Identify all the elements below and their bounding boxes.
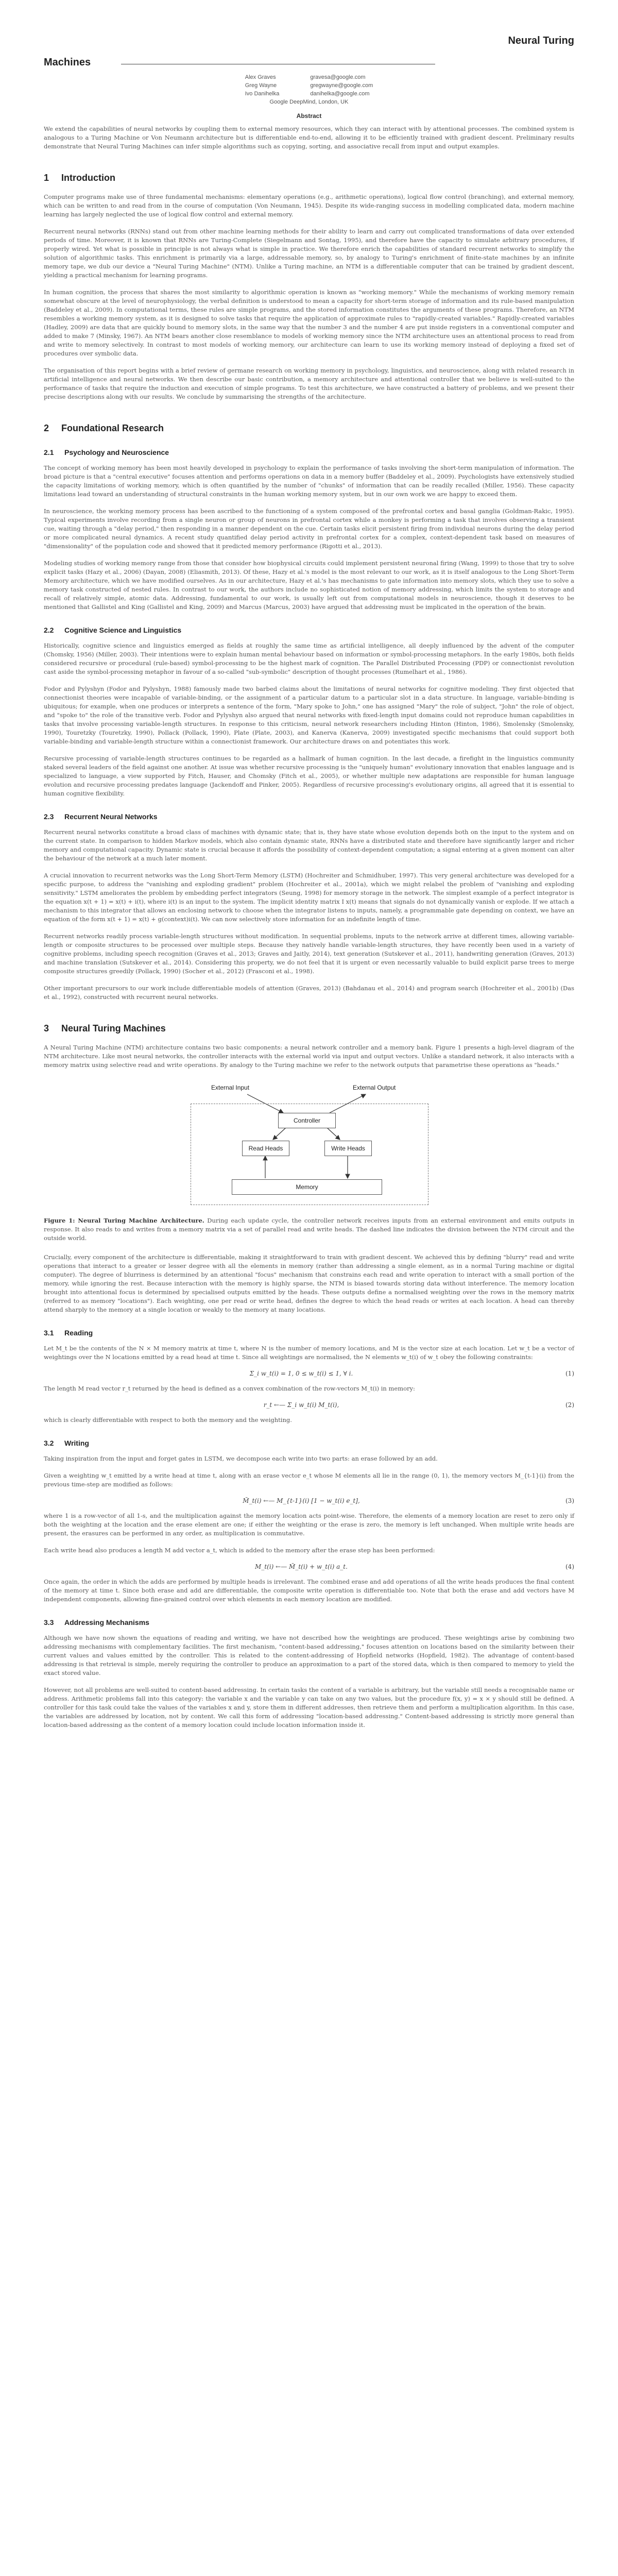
subsection-title: Cognitive Science and Linguistics [64,626,182,634]
paragraph: Taking inspiration from the input and forget gates in LSTM, we decompose each write into two parts: an erase followed by an add. [44,1455,438,1462]
subsection-heading [44,626,574,634]
subsection-number: 3.3 [44,1618,54,1626]
author-email: danihelka@google.com [310,91,370,97]
subsection-heading [44,1618,574,1626]
equation-number: (2) [565,1401,574,1409]
equation-number: (3) [565,1497,574,1504]
subsection-title: Recurrent Neural Networks [64,812,158,821]
paragraph: The length M read vector r_t returned by the head is defined as a convex combination of the row-vectors M_t(i) in memory: [44,1385,415,1392]
subsection-heading [44,812,574,821]
equation-body: M̃_t(i) ←— M_{t-1}(i) [1 − w_t(i) e_t], [243,1497,360,1504]
abstract-heading: Abstract [296,112,322,120]
paragraph: Crucially, every component of the architecture is differentiable, making it straightforward to train with gradient descent. We achieved this by defining "blurry" read and write operations that interact to a greater or lesser degree with all the elements in memory (rather than addressing a single element, as in a normal Turing machine or digital computer). The degree of blurriness is determined by an attentional "focus" mechanism that constrains each read and write operation to interact with a small portion of the memory, while ignoring the rest. Because interaction with the memory is highly sparse, the NTM is biased towards storing data without interference. The memory location brought into attentional focus is determined by specialised outputs emitted by the heads. These outputs define a normalised weighting over the rows in the memory matrix (referred to as memory "locations"). Each weighting, one per read or write head, defines the degree to which the head reads or writes at each location. A head can thereby attend sharply to the memory at a single location or weakly to the memory at many locations. [44,1253,574,1313]
paragraph: Recursive processing of variable-length structures continues to be regarded as a hallmark of human cognition. In the last decade, a firefight in the linguistics community staked several leaders of the field against one another. At issue was whether recursive processing is the "uniquely human" evolutionary innovation that enables language and is specialized to language, a view supported by Fitch, Hauser, and Chomsky (Fitch et al., 2005), or whether multiple new adaptations are responsible for human language evolution and recursive processing predates language (Jackendoff and Pinker, 2005). Regardless of recursive processing's evolutionary origins, all agreed that it is essential to human cognitive flexibility. [44,755,574,797]
subsection-heading [44,1329,574,1337]
author-name: Ivo Danihelka [245,91,280,97]
author-name: Greg Wayne [245,82,277,89]
paragraph: where 1 is a row-vector of all 1-s, and the multiplication against the memory location acts point-wise. Therefore, the elements of a memory location are reset to zero only if both the weighting at the location and the erase element are one; if either the weighting or the erase is zero, the memory is left unchanged. When multiple write heads are present, the erasures can be performed in any order, as multiplication is commutative. [44,1512,574,1537]
section-heading [44,173,574,183]
subsection-number: 3.1 [44,1329,54,1337]
affiliation: Google DeepMind, London, UK [269,99,349,105]
equation [44,1370,574,1377]
paragraph: In human cognition, the process that shares the most similarity to algorithmic operation is known as "working memory." While the mechanisms of working memory remain somewhat obscure at the level of neurophysiology, the verbal definition is understood to mean a capacity for short-term storage of information and its rule-based manipulation (Baddeley et al., 2009). In computational terms, these rules are simple programs, and the stored information constitutes the arguments of these programs. Therefore, an NTM resembles a working memory system, as it is designed to solve tasks that require the application of approximate rules to "rapidly-created variables." Rapidly-created variables (Hadley, 2009) are data that are quickly bound to memory slots, in the same way that the number 3 and the number 4 are put inside registers in a conventional computer and added to make 7 (Minsky, 1967). An NTM bears another close resemblance to models of working memory since the NTM architecture uses an attentional process to read from and write to memory selectively. In contrast to most models of working memory, our architecture can learn to use its working memory instead of deploying a fixed set of procedures over symbolic data. [44,289,574,357]
subsection-title: Writing [64,1439,89,1447]
author-email: gregwayne@google.com [310,82,373,89]
subsection-number: 2.3 [44,812,54,821]
equation [44,1401,574,1409]
author-name: Alex Graves [245,74,276,80]
equation-body: r_t ←— Σ_i w_t(i) M_t(i), [263,1401,339,1409]
subsection-title: Addressing Mechanisms [64,1618,149,1626]
paragraph: Recurrent neural networks constitute a broad class of machines with dynamic state; that is, they have state whose evolution depends both on the input to the system and on the current state. In comparison to hidden Markov models, which also contain dynamic state, RNNs have a distributed state and therefore have significantly larger and richer memory and computational capacity. Dynamic state is crucial because it affords the possibility of context-dependent computation; a signal entering at a given moment can alter the behaviour of the network at a much later moment. [44,828,574,862]
paragraph: Each write head also produces a length M add vector a_t, which is added to the memory after the erase step has been performed: [44,1547,435,1554]
section-title: Foundational Research [61,423,164,433]
paragraph: Recurrent neural networks (RNNs) stand out from other machine learning methods for their ability to learn and carry out complicated transformations of data over extended periods of time. Moreover, it is known that RNNs are Turing-Complete (Siegelmann and Sontag, 1995), and therefore have the capacity to simulate arbitrary procedures, if properly wired. Yet what is possible in principle is not always what is simple in practice. We therefore enrich the capabilities of standard recurrent networks to simplify the solution of algorithmic tasks. This enrichment is primarily via a large, addressable memory, so, by analogy to Turing's enrichment of finite-state machines by an infinite memory tape, we dub our device a "Neural Turing Machine" (NTM). Unlike a Turing machine, an NTM is a differentiable computer that can be trained by gradient descent, yielding a practical mechanism for learning programs. [44,228,574,279]
author-names [245,73,280,98]
subsection-title: Reading [64,1329,93,1337]
paragraph: A crucial innovation to recurrent networks was the Long Short-Term Memory (LSTM) (Hochreiter and Schmidhuber, 1997). This very general architecture was developed for a specific purpose, to address the "vanishing and exploding gradient" problem (Hochreiter et al., 2001a), which we might relabel the problem of "vanishing and exploding sensitivity." LSTM ameliorates the problem by embedding perfect integrators (Seung, 1998) for memory storage in the network. The simplest example of a perfect integrator is the equation x(t + 1) = x(t) + i(t), where i(t) is an input to the system. The implicit identity matrix I x(t) means that signals do not dynamically vanish or explode. If we attach a mechanism to this integrator that allows an enclosing network to choose when the integrator listens to inputs, namely, a programmable gate depending on context, we have an equation of the form x(t + 1) = x(t) + g(context)i(t). We can now selectively store information for an indefinite length of time. [44,872,574,923]
paper-title-line2: Machines [44,57,91,68]
paragraph: Let M_t be the contents of the N × M memory matrix at time t, where N is the number of memory locations, and M is the vector size at each location. Let w_t be a vector of weightings over the N locations emitted by a read head at time t. Since all weightings are normalised, the N elements w_t(i) of w_t obey the following constraints: [44,1345,574,1361]
equation-body: Σ_i w_t(i) = 1, 0 ≤ w_t(i) ≤ 1, ∀ i. [249,1370,353,1377]
controller-box: Controller [278,1113,336,1128]
equation [44,1497,574,1504]
paragraph: Historically, cognitive science and linguistics emerged as fields at roughly the same time as artificial intelligence, all deeply influenced by the advent of the computer (Chomsky, 1956) (Miller, 2003). Their intentions were to explain human mental behaviour based on information or symbol-processing metaphors. In the early 1980s, both fields considered recursive or procedural (rule-based) symbol-processing to be the highest mark of cognition. The Parallel Distributed Processing (PDP) or connectionist revolution cast aside the symbol-processing metaphor in favour of a so-called "sub-symbolic" description of thought processes (Rumelhart et al., 1986). [44,642,574,675]
paragraph: Computer programs make use of three fundamental mechanisms: elementary operations (e.g., arithmetic operations), logical flow control (branching), and external memory, which can be written to and read from in the course of computation (Von Neumann, 1945). Despite its wide-ranging success in modelling complicated data, modern machine learning has largely neglected the use of logical flow control and external memory. [44,193,574,218]
read-heads-box: Read Heads [242,1141,289,1156]
section-title: Neural Turing Machines [61,1023,166,1033]
author-emails [310,73,373,98]
equation-number: (4) [565,1563,574,1570]
subsection-title: Psychology and Neuroscience [64,448,169,456]
paragraph: Once again, the order in which the adds are performed by multiple heads is irrelevant. The combined erase and add operations of all the write heads produces the final content of the memory at time t. Since both erase and add are differentiable, the composite write operation is differentiable too. Note that both the erase and add vectors have M independent components, allowing fine-grained control over which elements in each memory location are modified. [44,1578,574,1603]
paragraph: The organisation of this report begins with a brief review of germane research on working memory in psychology, linguistics, and neuroscience, along with related research in artificial intelligence and neural networks. We then describe our basic contribution, a memory architecture and attentional controller that we believe is well-suited to the performance of tasks that require the induction and execution of simple programs. To test this architecture, we have constructed a battery of problems, and we present their precise descriptions along with our results. We conclude by summarising the strengths of the architecture. [44,367,574,400]
section-number: 3 [44,1023,49,1033]
paragraph: However, not all problems are well-suited to content-based addressing. In certain tasks the content of a variable is arbitrary, but the variable still needs a recognisable name or address. Arithmetic problems fall into this category: the variable x and the variable y can take on any two values, but the procedure f(x, y) = x × y should still be defined. A controller for this task could take the values of the variables x and y, store them in different addresses, then retrieve them and perform a multiplication algorithm. In this case, the variables are addressed by location, not by content. We call this form of addressing "location-based addressing." Content-based addressing is strictly more general than location-based addressing as the content of a memory location could include location information inside it. [44,1686,574,1728]
caption-text: During each update cycle, the controller network receives inputs from an external environment and emits outputs in response. It also reads to and writes from a memory matrix via a set of parallel read and write heads. The dashed line indicates the division between the NTM circuit and the outside world. [44,1217,574,1242]
paragraph: Fodor and Pylyshyn (Fodor and Pylyshyn, 1988) famously made two barbed claims about the limitations of neural networks for cognitive modeling. They first objected that connectionist theories were incapable of variable-binding, or the assignment of a particular datum to a particular slot in a data structure. In language, variable-binding is ubiquitous; for example, when one produces or interprets a sentence of the form, "Mary spoke to John," one has assigned "Mary" the role of subject, "John" the role of object, and "spoke to" the role of the transitive verb. Fodor and Pylyshyn also argued that neural networks with fixed-length input domains could not reproduce human capabilities in tasks that involve processing variable-length structures. In response to this criticism, neural network researchers including Hinton (Hinton, 1986), Smolensky (Smolensky, 1990), Touretzky (Touretzky, 1990), Pollack (Pollack, 1990), Plate (Plate, 2003), and Kanerva (Kanerva, 2009) investigated specific mechanisms that could support both variable-binding and variable-length structure within a connectionist framework. Our architecture draws on and potentiates this work. [44,685,574,745]
subsection-number: 2.1 [44,448,54,456]
subsection-heading [44,1439,574,1447]
paragraph: A Neural Turing Machine (NTM) architecture contains two basic components: a neural network controller and a memory bank. Figure 1 presents a high-level diagram of the NTM architecture. Like most neural networks, the controller interacts with the external world via input and output vectors. Unlike a standard network, it also interacts with a memory matrix using selective read and write operations. By analogy to the Turing machine we refer to the network outputs that parametrise these operations as "heads." [44,1044,574,1069]
section-heading [44,1023,574,1034]
abstract-text: We extend the capabilities of neural networks by coupling them to external memory resources, which they can interact with by attentional processes. The combined system is analogous to a Turing Machine or Von Neumann architecture but is differentiable end-to-end, allowing it to be efficiently trained with gradient descent. Preliminary results demonstrate that Neural Turing Machines can infer simple algorithms such as copying, sorting, and associative recall from input and output examples. [44,125,574,150]
paper-page [44,21,574,1738]
subsection-heading [44,448,574,456]
paragraph: The concept of working memory has been most heavily developed in psychology to explain the performance of tasks involving the short-term manipulation of information. The broad picture is that a "central executive" focuses attention and performs operations on data in a memory buffer (Baddeley et al., 2009). Psychologists have extensively studied the capacity limitations of working memory, which is often quantified by the number of "chunks" of information that can be readily recalled (Miller, 1956). These capacity limitations lead toward an understanding of structural constraints in the human working memory system, but in our own work we are happy to exceed them. [44,464,574,498]
subsection-number: 3.2 [44,1439,54,1447]
equation [44,1563,574,1570]
paragraph: Other important precursors to our work include differentiable models of attention (Graves, 2013) (Bahdanau et al., 2014) and program search (Hochreiter et al., 2001b) (Das et al., 1992), constructed with recurrent neural networks. [44,985,574,1001]
author-block [44,73,574,98]
equation-number: (1) [565,1370,574,1377]
author-email: gravesa@google.com [310,74,366,80]
paragraph: Modeling studies of working memory range from those that consider how biophysical circuits could implement persistent neuronal firing (Wang, 1999) to those that try to solve explicit tasks (Hazy et al., 2006) (Dayan, 2008) (Eliasmith, 2013). Of these, Hazy et al.'s model is the most relevant to our work, as it is itself analogous to the Long Short-Term Memory architecture, which we have modified ourselves. As in our architecture, Hazy et al.'s has mechanisms to gate information into memory slots, which they use to solve a memory task constructed of nested rules. In contrast to our work, the authors include no sophisticated notion of memory addressing, which limits the system to storage and recall of relatively simple, atomic data. Addressing, fundamental to our work, is usually left out from computational models in neuroscience, though it deserves to be mentioned that Gallistel and King (Gallistel and King, 2009) and Marcus (Marcus, 2003) have argued that addressing must be implicated in the operation of the brain. [44,560,574,611]
figure-caption [44,1216,574,1243]
external-input-label: External Input [211,1084,250,1091]
paragraph: Recurrent networks readily process variable-length structures without modification. In sequential problems, inputs to the network arrive at different times, allowing variable-length or composite structures to be processed over multiple steps. Because they natively handle variable-length structures, they have recently been used in a variety of cognitive problems, including speech recognition (Graves et al., 2013; Graves and Jaitly, 2014), text generation (Sutskever et al., 2011), handwriting generation (Graves, 2013) and machine translation (Sutskever et al., 2014). Considering this property, we do not feel that it is urgent or even necessarily valuable to build explicit parse trees to merge composite structures greedily (Pollack, 1990) (Socher et al., 2012) (Frasconi et al., 1998). [44,933,574,975]
section-heading [44,423,574,434]
write-heads-box: Write Heads [324,1141,372,1156]
equation-body: M_t(i) ←— M̃_t(i) + w_t(i) a_t. [255,1563,348,1570]
title-block [44,21,574,67]
external-output-label: External Output [353,1084,396,1091]
caption-label: Figure 1: Neural Turing Machine Architecture. [44,1217,204,1224]
paragraph: Although we have now shown the equations of reading and writing, we have not described how the weightings are produced. These weightings arise by combining two addressing mechanisms with complementary facilities. The first mechanism, "content-based addressing," focuses attention on locations based on the similarity between their current values and values emitted by the controller. This is related to the content-addressing of Hopfield networks (Hopfield, 1982). The advantage of content-based addressing is that retrieval is simple, merely requiring the controller to produce an approximation to a part of the stored data, which is then compared to memory to yield the exact stored value. [44,1634,574,1676]
section-number: 2 [44,423,49,433]
section-number: 1 [44,173,49,183]
paper-title-line1: Neural Turing [508,35,574,46]
subsection-number: 2.2 [44,626,54,634]
memory-box: Memory [232,1179,382,1195]
ntm-architecture-figure [175,1083,443,1209]
paragraph: which is clearly differentiable with respect to both the memory and the weighting. [44,1416,292,1423]
section-title: Introduction [61,173,115,183]
paragraph: In neuroscience, the working memory process has been ascribed to the functioning of a system composed of the prefrontal cortex and basal ganglia (Goldman-Rakic, 1995). Typical experiments involve recording from a single neuron or group of neurons in prefrontal cortex while a monkey is performing a task that involves observing a transient cue, waiting through a "delay period," then responding in a manner dependent on the cue. Certain tasks elicit persistent firing from individual neurons during the delay period or more complicated neural dynamics. A recent study quantified delay period activity in prefrontal cortex for a complex, context-dependent task based on measures of "dimensionality" of the population code and showed that it predicted memory performance (Rigotti et al., 2013). [44,507,574,550]
paragraph: Given a weighting w_t emitted by a write head at time t, along with an erase vector e_t whose M elements all lie in the range (0, 1), the memory vectors M_{t-1}(i) from the previous time-step are modified as follows: [44,1472,574,1488]
